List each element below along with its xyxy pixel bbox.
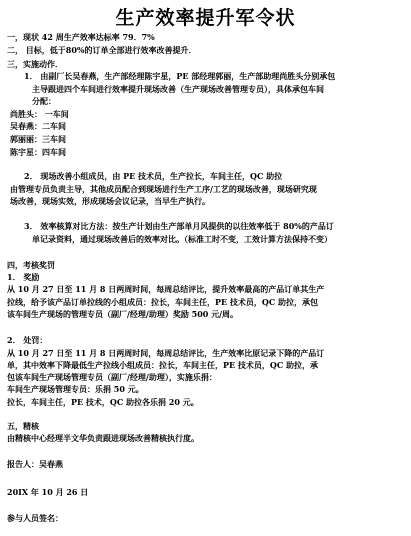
action-2-line-3: 场改善，现场实效，形成现场会议记录，当早生产执行。 xyxy=(10,196,210,206)
penalty-line-3: 包该车间生产现场管理专员（副厂/经理/助理），实施乐捐： xyxy=(7,372,217,382)
audit-line: 由精核中心经理半文华负责跟进现场改善精核执行度。 xyxy=(7,433,199,443)
section-audit-heading: 五，精核 xyxy=(7,421,39,431)
assignment-line: 尚胜头： 一车间 xyxy=(10,109,69,119)
date-line: 20IX 年 10 月 26 日 xyxy=(7,487,89,497)
section-current-status: 一，现状 42 周生产效率达标率 79．7% xyxy=(7,32,155,42)
penalty-line-2: 单，其中效率下降最低生产拉线小组成员：拉长，车间主任，PE 技术员，QC 助拉，承 xyxy=(7,360,319,370)
action-1-line-2: 主导跟进四个车间进行效率提升现场改善（生产现场改善管理专员），具体承包车间 xyxy=(32,84,324,94)
assignment-line: 吴春燕：二车间 xyxy=(10,121,66,131)
reward-heading: 1． 奖励 xyxy=(7,272,40,282)
signature-line: 参与人员签名： xyxy=(7,513,63,523)
reporter-line: 报告人：吴春燕 xyxy=(7,459,63,469)
penalty-line-1: 从 10 月 27 日至 11 月 8 日两周时间，每周总结评比，生产效率比原记录下降的产品订 xyxy=(7,348,325,358)
assignment-line: 陈宇星：四车间 xyxy=(10,147,66,157)
section-target: 二， 目标，低于80%的订单全部进行效率改善提升． xyxy=(7,45,197,55)
action-2-line-1: 2． 现场改善小组成员，由 PE 技术员，生产拉长，车间主任，QC 助拉 xyxy=(24,171,283,181)
reward-line-2: 拉线，给予该产品订单拉线的小组成员：拉长，车间主任，PE 技术员，QC 助拉，承包 xyxy=(7,297,319,307)
section-rewards-heading: 四，考核奖罚 xyxy=(7,260,55,270)
penalty-heading: 2． 处罚： xyxy=(7,335,48,345)
penalty-line-5: 拉长，车间主任，PE 技术，QC 助拉各乐捐 20 元。 xyxy=(7,397,199,407)
reward-line-3: 该车间生产现场的管理专员（副厂/经理/助理）奖励 500 元/周。 xyxy=(7,309,239,319)
reward-line-1: 从 10 月 27 日至 11 月 8 日两周时间，每周总结评比，提升效率最高的产品订单其生产 xyxy=(7,284,325,294)
action-1-line-3: 分配： xyxy=(32,96,56,106)
penalty-line-4: 车间生产现场管理专员：乐捐 50 元。 xyxy=(7,384,144,394)
action-3-line-2: 单记录资料，通过现场改善后的效率对比。（标准工时不变，工效计算方法保持不变） xyxy=(32,234,332,244)
action-2-line-2: 由管理专员负责主导，其他成员配合到现场进行生产工序/工艺的现场改善，现场研究现 xyxy=(10,184,317,194)
action-3-line-1: 3． 效率核算对比方法：按生产计划由生产部单月风提供的以往效率低于 80%的产品订 xyxy=(24,221,334,231)
section-actions-heading: 三，实施动作． xyxy=(7,59,63,69)
assignment-line: 郭丽丽：三车间 xyxy=(10,134,66,144)
page-title: 生产效率提升军令状 xyxy=(115,7,296,29)
action-1-line-1: 1． 由副厂长吴春燕，生产部经理陈宇星，PE 部经理郭丽，生产部助理尚胜头分别承包 xyxy=(24,71,336,81)
